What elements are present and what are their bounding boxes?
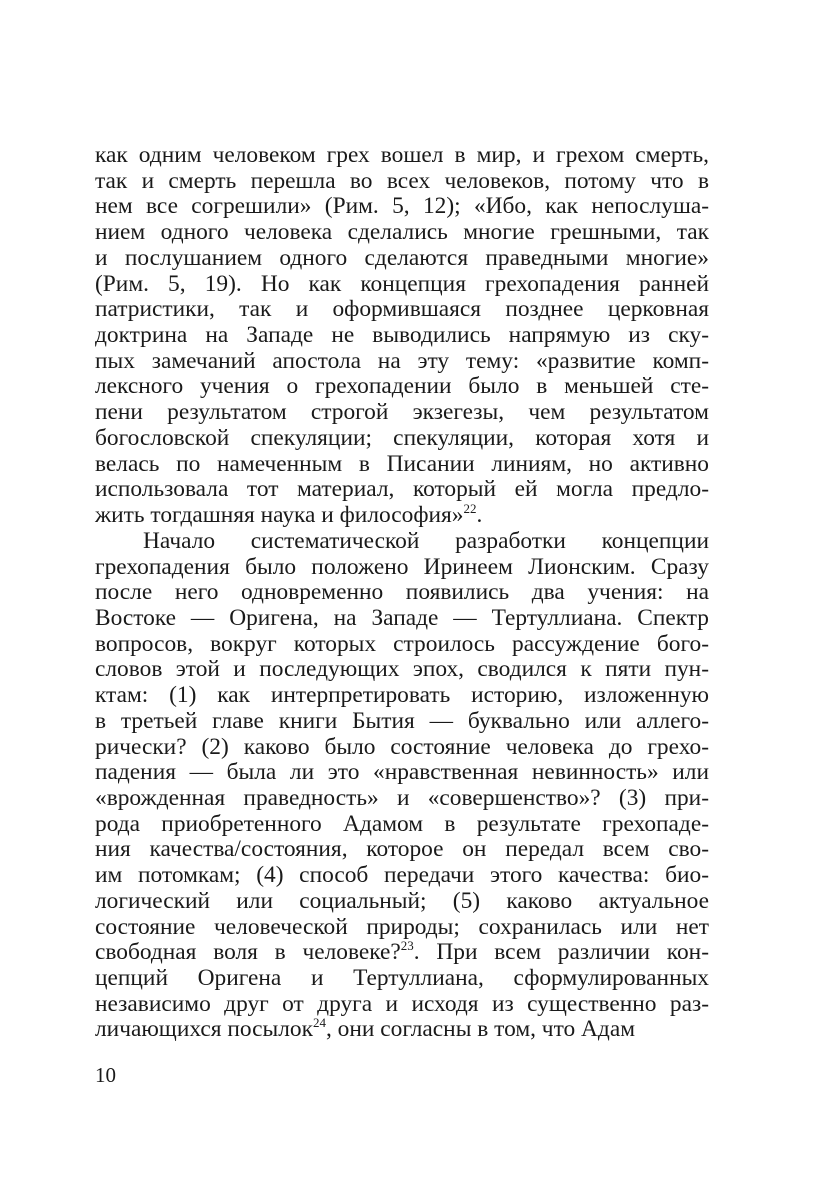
text-line: [95, 169, 709, 195]
line-text: после него одновременно появились два учения: на: [95, 579, 709, 606]
text-line: [95, 837, 709, 863]
line-text: рически? (2) каково было состояние человека до грехо-: [95, 733, 709, 760]
footnote-reference[interactable]: 22: [463, 501, 477, 517]
line-text: личающихся посылок: [95, 1016, 313, 1043]
line-text: рода приобретенного Адамом в результате грехопаде-: [95, 810, 709, 837]
text-line: [95, 374, 709, 400]
line-text: логический или социальный; (5) каково актуальное: [95, 887, 709, 914]
text-line: [95, 194, 709, 220]
line-text: Начало систематической разработки концепции: [143, 527, 709, 554]
paragraph: [95, 143, 709, 529]
line-text: им потомкам; (4) способ передачи этого качества: био-: [95, 862, 709, 889]
text-line: [95, 632, 709, 658]
text-line: [95, 786, 709, 812]
line-text: независимо друг от друга и исходя из существенно раз-: [95, 990, 709, 1017]
line-text: велась по намеченным в Писании линиям, но активно: [95, 450, 709, 477]
line-text: жить тогдашняя наука и философия»: [95, 502, 464, 529]
text-line: [95, 143, 709, 169]
text-line: [95, 503, 709, 529]
line-text: цепций Оригена и Тертуллиана, сформулированных: [95, 965, 709, 991]
text-line: [95, 555, 709, 581]
line-text: доктрина на Западе не выводились напрямую из ску-: [95, 322, 709, 349]
text-line: [95, 349, 709, 375]
line-text-after-footnote: , они согласны в том, что Адам: [325, 1016, 636, 1043]
text-line: [95, 992, 709, 1018]
text-line: [95, 812, 709, 838]
text-line: [95, 966, 709, 992]
text-line: [95, 297, 709, 323]
text-line: [95, 683, 709, 709]
line-text: Востоке — Оригена, на Западе — Тертуллиана. Спектр: [95, 604, 709, 631]
text-line: [95, 735, 709, 761]
text-line: [95, 889, 709, 915]
paragraph: [95, 529, 709, 1043]
line-text: (Рим. 5, 19). Но как концепция грехопадения ранней: [95, 270, 709, 297]
line-text: в третьей главе книги Бытия — буквально или аллего-: [95, 707, 709, 734]
line-text: нием одного человека сделались многие грешными, так: [95, 219, 709, 246]
text-line: [95, 940, 709, 966]
line-text-after-footnote: . При всем различии кон-: [413, 939, 709, 966]
footnote-reference[interactable]: 23: [400, 938, 414, 954]
text-line: [95, 760, 709, 786]
text-line: [95, 220, 709, 246]
line-text: ктам: (1) как интерпретировать историю, изложенную: [95, 682, 709, 709]
line-text: использовала тот материал, который ей могла предло-: [95, 476, 709, 503]
line-text: богословской спекуляции; спекуляции, которая хотя и: [95, 424, 709, 451]
line-text: «врожденная праведность» и «совершенство»? (3) при-: [95, 784, 709, 811]
line-text: патристики, так и оформившаяся позднее церковная: [95, 296, 709, 323]
text-line: [95, 477, 709, 503]
line-text: нем все согрешили» (Рим. 5, 12); «Ибо, как непослуша-: [95, 193, 709, 220]
line-text: грехопадения было положено Иринеем Лионским. Сразу: [95, 553, 709, 580]
text-line: [95, 606, 709, 632]
text-line: [95, 323, 709, 349]
line-text: как одним человеком грех вошел в мир, и грехом смерть,: [95, 142, 709, 168]
line-text: состояние человеческой природы; сохранилась или нет: [95, 913, 709, 940]
page-number: 10: [95, 1063, 116, 1087]
text-line: [95, 272, 709, 298]
line-text: и послушанием одного сделаются праведными многие»: [95, 244, 709, 271]
text-line: [95, 400, 709, 426]
text-line: [95, 580, 709, 606]
text-line: [95, 863, 709, 889]
line-text: пени результатом строгой экзегезы, чем результатом: [95, 399, 709, 426]
text-line: [95, 709, 709, 735]
text-line: [95, 657, 709, 683]
text-line: [95, 246, 709, 272]
line-text: так и смерть перешла во всех человеков, потому что в: [95, 167, 709, 194]
line-text: свободная воля в человеке?: [95, 939, 401, 966]
footnote-reference[interactable]: 24: [312, 1015, 326, 1031]
line-text: ния качества/состояния, которое он передал всем сво-: [95, 836, 709, 863]
text-line: [95, 915, 709, 941]
text-line: [95, 452, 709, 478]
text-line: [95, 529, 709, 555]
line-text: вопросов, вокруг которых строилось рассуждение бого-: [95, 630, 709, 657]
text-line: [95, 426, 709, 452]
line-text-after-footnote: .: [476, 502, 483, 529]
line-text: лексного учения о грехопадении было в меньшей сте-: [95, 373, 709, 400]
line-text: падения — была ли это «нравственная невинность» или: [95, 759, 709, 786]
text-line: [95, 1017, 709, 1043]
line-text: словов этой и последующих эпох, сводился к пяти пун-: [95, 656, 709, 683]
line-text: пых замечаний апостола на эту тему: «развитие комп-: [95, 347, 709, 374]
body-text: [95, 143, 709, 1043]
